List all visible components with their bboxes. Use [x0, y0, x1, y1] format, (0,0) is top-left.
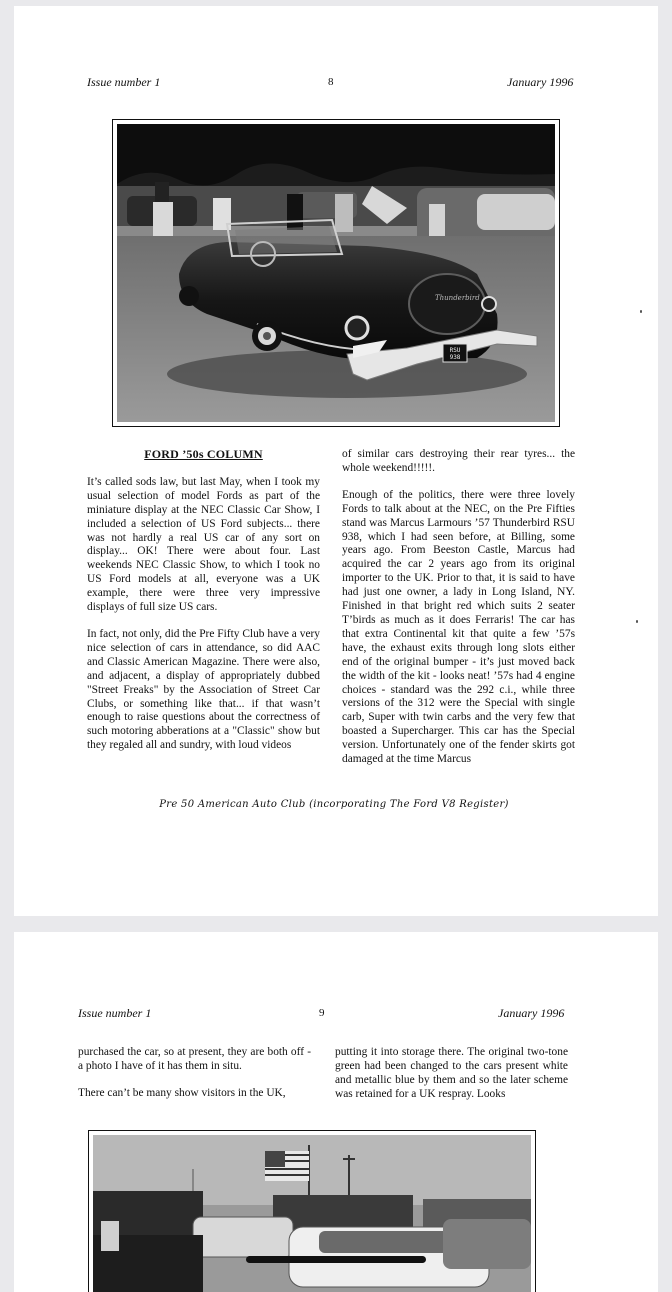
paper-speck [640, 310, 642, 313]
page-9 [14, 932, 658, 1292]
page-footer: Pre 50 American Auto Club (incorporating The Ford V8 Register) [159, 799, 509, 810]
header-issue: Issue number 1 [78, 1006, 152, 1020]
page9-left-column [78, 1046, 311, 1114]
page9-right-column [335, 1046, 568, 1115]
paragraph: of similar cars destroying their rear tyres... the whole weekend!!!!!. [342, 448, 575, 474]
page8-left-column [87, 448, 320, 766]
paragraph: There can’t be many show visitors in the UK, [78, 1086, 286, 1099]
paragraph: purchased the car, so at present, they are both off - a photo I have of it has them in situ. [78, 1046, 311, 1072]
home-indicator-bar[interactable] [246, 1256, 426, 1263]
paragraph: It’s called sods law, but last May, when I took my usual selection of model Fords as part of the miniature display at the NEC Classic Car Show, I included a selection of US Ford subjects... there was not hardly a real US car of any sort on display... OK! There were about four. Last weekends NEC Classic Show, to which I took no US Ford models at all, everyone was a UK example, there were three very impressive displays of full size US cars. [87, 475, 320, 614]
column-title: FORD ’50s COLUMN [144, 447, 263, 461]
page8-right-column [342, 448, 575, 780]
paragraph: putting it into storage there. The original two-tone green had been changed to the cars present white and metallic blue by them and so the later scheme was retained for a UK respray. Looks [335, 1046, 568, 1100]
car-show-photo [88, 1130, 536, 1292]
svg-text:RSU: RSU [449, 347, 461, 354]
thunderbird-photo-image [117, 124, 555, 422]
page-8 [14, 6, 658, 916]
paper-speck [636, 620, 638, 623]
header-page-number: 8 [328, 76, 334, 88]
paragraph: Enough of the politics, there were three lovely Fords to talk about at the NEC, on the Pre Fifties stand was Marcus Larmours ’57 Thunderbird RSU 938, which I had seen before, at Billing, some years ago. From Beeston Castle, Marcus had acquired the car 2 years ago from its original importer to the UK. Prior to that, it is said to have had just one owner, a lady in Long Island, NY. Finished in that bright red which suits 2 seater T’birds as much as it does Ferraris! The car has that extra Continental kit that quite a few ’57s have, the exhaust exits through long slots either end of the original bumper - it’s just moved back the width of the kit - looks neat! ’57s had 4 engine choices - standard was the 292 c.i., while three versions of the 312 were the Special with single carb, Super with twin carbs and the very few that boasted a Supercharger. This car has the Special version. Unfortunately one of the fender skirts got damaged at the time Marcus [342, 488, 575, 766]
header-issue: Issue number 1 [87, 75, 161, 89]
car-show-photo-image [93, 1135, 531, 1292]
header-date: January 1996 [507, 75, 574, 89]
thunderbird-photo [112, 119, 560, 427]
paragraph: In fact, not only, did the Pre Fifty Club have a very nice selection of cars in attendance, so did AAC and Classic American Magazine. There were also, and adjacent, a display of appropriately dubbed "Street Freaks" by the Association of Street Car Clubs, or something like that... if that wasn’t enough to raise questions about the correctness of such motoring abberations at a "Classic" show but they regaled all and sundry, with loud videos [87, 627, 320, 752]
svg-text:Thunderbird: Thunderbird [435, 294, 480, 302]
svg-text:938: 938 [449, 354, 461, 361]
header-page-number: 9 [319, 1007, 325, 1019]
header-date: January 1996 [498, 1006, 565, 1020]
